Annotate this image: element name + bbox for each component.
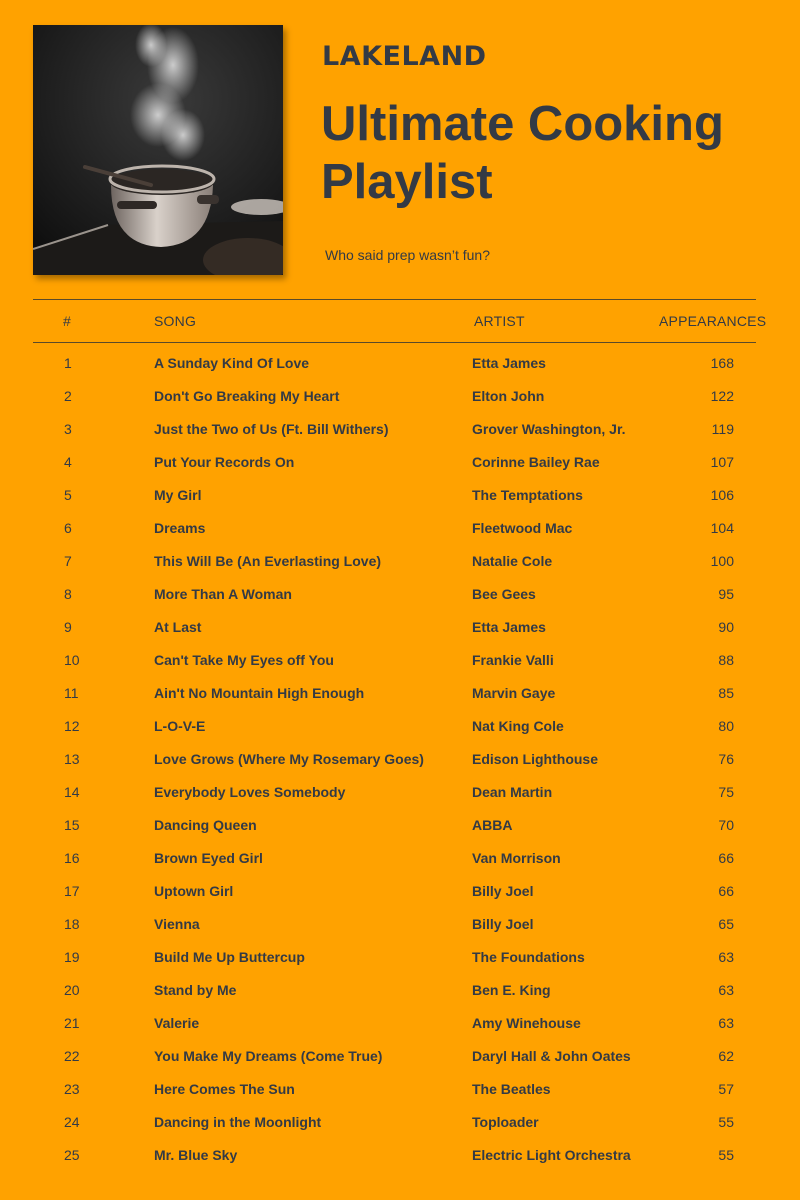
row-number: 11	[64, 685, 79, 701]
appearance-count: 62	[718, 1048, 734, 1064]
artist-name: Elton John	[472, 388, 545, 404]
page-subtitle: Who said prep wasn’t fun?	[325, 247, 490, 263]
song-title: At Last	[154, 619, 202, 635]
appearance-count: 65	[718, 916, 734, 932]
artist-name: Etta James	[472, 355, 546, 371]
table-row	[0, 809, 800, 842]
table-row	[0, 974, 800, 1007]
row-number: 5	[64, 487, 72, 503]
table-row	[0, 479, 800, 512]
song-title: Brown Eyed Girl	[154, 850, 263, 866]
row-number: 17	[64, 883, 80, 899]
row-number: 13	[64, 751, 80, 767]
appearance-count: 55	[718, 1114, 734, 1130]
artist-name: Natalie Cole	[472, 553, 553, 569]
table-top-divider	[33, 299, 756, 300]
column-header-appearances: APPEARANCES	[659, 313, 767, 329]
appearance-count: 63	[718, 949, 734, 965]
row-number: 7	[64, 553, 72, 569]
row-number: 18	[64, 916, 80, 932]
row-number: 12	[64, 718, 80, 734]
song-title: Put Your Records On	[154, 454, 295, 470]
row-number: 4	[64, 454, 72, 470]
brand-logo: LAKELAND	[322, 41, 487, 72]
row-number: 22	[64, 1048, 80, 1064]
artist-name: Van Morrison	[472, 850, 561, 866]
table-row	[0, 1106, 800, 1139]
artist-name: The Foundations	[472, 949, 585, 965]
table-row	[0, 578, 800, 611]
table-row	[0, 908, 800, 941]
artist-name: ABBA	[472, 817, 513, 833]
cover-image	[33, 25, 283, 275]
appearance-count: 85	[718, 685, 734, 701]
column-header-number: #	[63, 313, 71, 329]
row-number: 19	[64, 949, 80, 965]
row-number: 6	[64, 520, 72, 536]
artist-name: Billy Joel	[472, 883, 534, 899]
row-number: 16	[64, 850, 80, 866]
artist-name: Frankie Valli	[472, 652, 554, 668]
artist-name: The Temptations	[472, 487, 583, 503]
table-row	[0, 710, 800, 743]
song-title: More Than A Woman	[154, 586, 292, 602]
table-row	[0, 512, 800, 545]
appearance-count: 88	[718, 652, 734, 668]
appearance-count: 66	[718, 883, 734, 899]
playlist-table	[0, 347, 800, 1172]
row-number: 3	[64, 421, 72, 437]
song-title: My Girl	[154, 487, 202, 503]
table-row	[0, 941, 800, 974]
appearance-count: 57	[718, 1081, 734, 1097]
row-number: 2	[64, 388, 72, 404]
table-row	[0, 347, 800, 380]
appearance-count: 106	[710, 487, 734, 503]
row-number: 24	[64, 1114, 80, 1130]
appearance-count: 76	[718, 751, 734, 767]
artist-name: Etta James	[472, 619, 546, 635]
artist-name: Billy Joel	[472, 916, 534, 932]
artist-name: Amy Winehouse	[472, 1015, 581, 1031]
table-row	[0, 446, 800, 479]
row-number: 8	[64, 586, 72, 602]
song-title: Dancing in the Moonlight	[154, 1114, 322, 1130]
table-row	[0, 875, 800, 908]
appearance-count: 107	[710, 454, 734, 470]
song-title: Love Grows (Where My Rosemary Goes)	[154, 751, 424, 767]
artist-name: Toploader	[472, 1114, 539, 1130]
appearance-count: 80	[718, 718, 734, 734]
song-title: Stand by Me	[154, 982, 237, 998]
artist-name: Marvin Gaye	[472, 685, 556, 701]
row-number: 21	[64, 1015, 80, 1031]
row-number: 20	[64, 982, 80, 998]
table-row	[0, 677, 800, 710]
song-title: Don't Go Breaking My Heart	[154, 388, 340, 404]
artist-name: Dean Martin	[472, 784, 553, 800]
song-title: Everybody Loves Somebody	[154, 784, 346, 800]
appearance-count: 168	[710, 355, 734, 371]
appearance-count: 70	[718, 817, 734, 833]
table-row	[0, 776, 800, 809]
song-title: Valerie	[154, 1015, 200, 1031]
appearance-count: 122	[710, 388, 734, 404]
song-title: Vienna	[154, 916, 200, 932]
song-title: Just the Two of Us (Ft. Bill Withers)	[154, 421, 389, 437]
song-title: Dreams	[154, 520, 206, 536]
table-row	[0, 1139, 800, 1172]
artist-name: Ben E. King	[472, 982, 551, 998]
song-title: A Sunday Kind Of Love	[154, 355, 310, 371]
song-title: You Make My Dreams (Come True)	[154, 1048, 383, 1064]
song-title: L-O-V-E	[154, 718, 206, 734]
appearance-count: 66	[718, 850, 734, 866]
appearance-count: 100	[710, 553, 734, 569]
column-header-artist: ARTIST	[474, 313, 525, 329]
appearance-count: 75	[718, 784, 734, 800]
appearance-count: 63	[718, 982, 734, 998]
artist-name: Fleetwood Mac	[472, 520, 573, 536]
artist-name: Bee Gees	[472, 586, 536, 602]
page-title: Ultimate Cooking Playlist	[321, 97, 724, 209]
song-title: Build Me Up Buttercup	[154, 949, 305, 965]
table-row	[0, 1040, 800, 1073]
song-title: Ain't No Mountain High Enough	[154, 685, 365, 701]
song-title: Dancing Queen	[154, 817, 257, 833]
table-row	[0, 644, 800, 677]
song-title: Here Comes The Sun	[154, 1081, 295, 1097]
table-row	[0, 842, 800, 875]
table-row	[0, 1007, 800, 1040]
appearance-count: 119	[711, 421, 734, 437]
row-number: 14	[64, 784, 80, 800]
row-number: 25	[64, 1147, 80, 1163]
artist-name: The Beatles	[472, 1081, 551, 1097]
song-title: Mr. Blue Sky	[154, 1147, 238, 1163]
row-number: 10	[64, 652, 80, 668]
appearance-count: 90	[718, 619, 734, 635]
song-title: This Will Be (An Everlasting Love)	[154, 553, 382, 569]
appearance-count: 95	[718, 586, 734, 602]
table-row	[0, 545, 800, 578]
artist-name: Nat King Cole	[472, 718, 564, 734]
artist-name: Daryl Hall & John Oates	[472, 1048, 631, 1064]
steaming-pot-illustration	[33, 25, 283, 275]
column-header-song: SONG	[154, 313, 197, 329]
table-row	[0, 1073, 800, 1106]
song-title: Can't Take My Eyes off You	[154, 652, 334, 668]
appearance-count: 55	[718, 1147, 734, 1163]
song-title: Uptown Girl	[154, 883, 234, 899]
row-number: 23	[64, 1081, 80, 1097]
row-number: 9	[64, 619, 72, 635]
appearance-count: 104	[710, 520, 734, 536]
artist-name: Corinne Bailey Rae	[472, 454, 600, 470]
table-header-divider	[33, 342, 756, 343]
table-row	[0, 380, 800, 413]
row-number: 1	[64, 355, 72, 371]
table-row	[0, 611, 800, 644]
appearance-count: 63	[718, 1015, 734, 1031]
row-number: 15	[64, 817, 80, 833]
table-row	[0, 743, 800, 776]
table-row	[0, 413, 800, 446]
artist-name: Grover Washington, Jr.	[472, 421, 626, 437]
artist-name: Electric Light Orchestra	[472, 1147, 631, 1163]
artist-name: Edison Lighthouse	[472, 751, 598, 767]
